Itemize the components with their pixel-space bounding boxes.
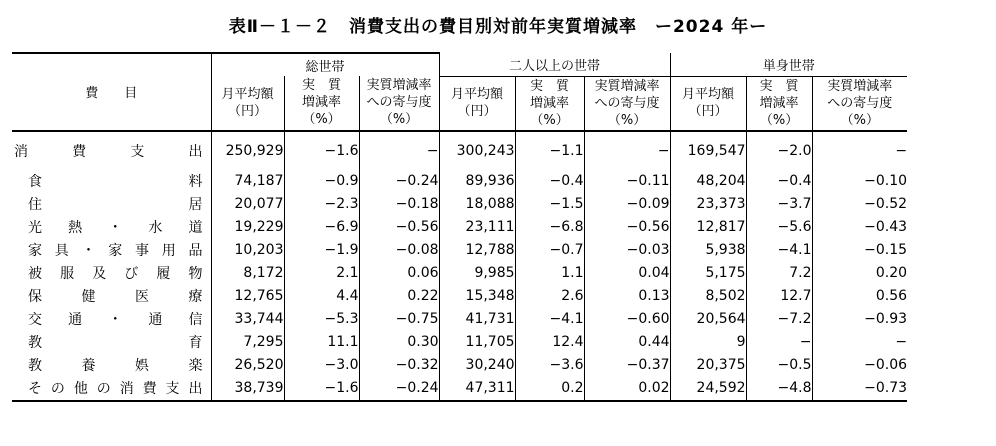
value-cell: 33,744: [211, 308, 284, 331]
value-cell: −: [359, 131, 439, 170]
row-label: 食 料: [28, 174, 203, 190]
value-cell: −0.06: [812, 354, 907, 377]
category-header: 費 目: [12, 53, 211, 131]
value-cell: 19,229: [211, 216, 284, 239]
value-cell: −3.7: [746, 193, 812, 216]
row-label: 被 服 及 び 履 物: [28, 266, 203, 282]
value-cell: 74,187: [211, 170, 284, 193]
value-cell: −6.8: [515, 216, 584, 239]
real-subheader: 実 質 増減率 （%）: [515, 76, 584, 131]
value-cell: −0.56: [359, 216, 439, 239]
value-cell: 0.02: [584, 377, 670, 401]
value-cell: −0.93: [812, 308, 907, 331]
value-cell: 9,985: [439, 262, 515, 285]
value-cell: 0.06: [359, 262, 439, 285]
value-cell: −0.73: [812, 377, 907, 401]
table-row: [12, 331, 907, 354]
value-cell: −0.60: [584, 308, 670, 331]
value-cell: −0.15: [812, 239, 907, 262]
value-cell: 169,547: [670, 131, 746, 170]
group-header-two-plus: 二人以上の世帯: [439, 53, 670, 76]
real-subheader: 実 質 増減率 （%）: [284, 76, 359, 131]
value-cell: 48,204: [670, 170, 746, 193]
row-label: 光 熱 ・ 水 道: [28, 220, 203, 236]
value-cell: −0.24: [359, 377, 439, 401]
group-header-single: 単身世帯: [670, 53, 907, 76]
value-cell: −4.1: [515, 308, 584, 331]
value-cell: 11,705: [439, 331, 515, 354]
value-cell: −: [584, 131, 670, 170]
value-cell: 0.44: [584, 331, 670, 354]
value-cell: 12,765: [211, 285, 284, 308]
row-label: 消 費 支 出: [14, 143, 203, 160]
value-cell: 7.2: [746, 262, 812, 285]
value-cell: 41,731: [439, 308, 515, 331]
value-cell: −: [746, 331, 812, 354]
value-cell: 20,375: [670, 354, 746, 377]
value-cell: 15,348: [439, 285, 515, 308]
row-label: 教 養 娯 楽: [28, 358, 203, 374]
row-label: 家 具 ・ 家 事 用 品: [28, 243, 203, 259]
value-cell: −2.3: [284, 193, 359, 216]
row-label: 住 居: [28, 197, 203, 213]
value-cell: −1.5: [515, 193, 584, 216]
expenditure-table: [12, 52, 907, 402]
value-cell: 38,739: [211, 377, 284, 401]
value-cell: 20,077: [211, 193, 284, 216]
avg-subheader: 月平均額 （円）: [439, 76, 515, 131]
value-cell: −0.08: [359, 239, 439, 262]
value-cell: −2.0: [746, 131, 812, 170]
value-cell: −0.24: [359, 170, 439, 193]
value-cell: 1.1: [515, 262, 584, 285]
table-row: [12, 216, 907, 239]
row-label: 教 育: [28, 335, 203, 351]
value-cell: −5.3: [284, 308, 359, 331]
value-cell: 23,111: [439, 216, 515, 239]
contrib-subheader: 実質増減率 への寄与度 （%）: [584, 76, 670, 131]
value-cell: −0.7: [515, 239, 584, 262]
value-cell: 8,172: [211, 262, 284, 285]
value-cell: −1.6: [284, 377, 359, 401]
row-label: そ の 他 の 消 費 支 出: [12, 377, 211, 401]
value-cell: 12,817: [670, 216, 746, 239]
value-cell: 7,295: [211, 331, 284, 354]
value-cell: −0.11: [584, 170, 670, 193]
value-cell: −0.32: [359, 354, 439, 377]
value-cell: 2.1: [284, 262, 359, 285]
value-cell: −0.4: [746, 170, 812, 193]
value-cell: 47,311: [439, 377, 515, 401]
value-cell: −0.5: [746, 354, 812, 377]
value-cell: −4.1: [746, 239, 812, 262]
value-cell: 20,564: [670, 308, 746, 331]
value-cell: −3.0: [284, 354, 359, 377]
table-row: [12, 239, 907, 262]
value-cell: −0.75: [359, 308, 439, 331]
value-cell: −0.52: [812, 193, 907, 216]
value-cell: 11.1: [284, 331, 359, 354]
group-header-all: 総世帯: [211, 53, 439, 76]
avg-subheader: 月平均額 （円）: [670, 76, 746, 131]
value-cell: −0.10: [812, 170, 907, 193]
table-row: [12, 285, 907, 308]
table-row: [12, 131, 907, 170]
value-cell: 4.4: [284, 285, 359, 308]
value-cell: −1.9: [284, 239, 359, 262]
table-title: 表Ⅱ－１－２ 消費支出の費目別対前年実質増減率 ー2024 年ー: [228, 17, 768, 37]
value-cell: −5.6: [746, 216, 812, 239]
table-row: [12, 262, 907, 285]
value-cell: 10,203: [211, 239, 284, 262]
table-row: [12, 377, 907, 401]
row-label: 保 健 医 療: [28, 289, 203, 305]
value-cell: −1.1: [515, 131, 584, 170]
contrib-subheader: 実質増減率 への寄与度 （%）: [359, 76, 439, 131]
value-cell: 8,502: [670, 285, 746, 308]
value-cell: −6.9: [284, 216, 359, 239]
value-cell: −0.43: [812, 216, 907, 239]
value-cell: 12.7: [746, 285, 812, 308]
row-label: 交 通 ・ 通 信: [28, 312, 203, 328]
value-cell: 26,520: [211, 354, 284, 377]
value-cell: −0.37: [584, 354, 670, 377]
value-cell: 0.22: [359, 285, 439, 308]
value-cell: 250,929: [211, 131, 284, 170]
table-row: [12, 170, 907, 193]
value-cell: 0.2: [515, 377, 584, 401]
value-cell: −3.6: [515, 354, 584, 377]
value-cell: −0.4: [515, 170, 584, 193]
value-cell: −1.6: [284, 131, 359, 170]
avg-subheader: 月平均額 （円）: [211, 76, 284, 131]
value-cell: −0.03: [584, 239, 670, 262]
contrib-subheader: 実質増減率 への寄与度 （%）: [812, 76, 907, 131]
value-cell: 18,088: [439, 193, 515, 216]
value-cell: −: [812, 131, 907, 170]
table-row: [12, 193, 907, 216]
value-cell: 300,243: [439, 131, 515, 170]
value-cell: −: [812, 331, 907, 354]
value-cell: 89,936: [439, 170, 515, 193]
value-cell: −0.56: [584, 216, 670, 239]
value-cell: −7.2: [746, 308, 812, 331]
value-cell: 2.6: [515, 285, 584, 308]
value-cell: 0.13: [584, 285, 670, 308]
value-cell: 0.20: [812, 262, 907, 285]
table-row: [12, 308, 907, 331]
table-row: [12, 354, 907, 377]
value-cell: 24,592: [670, 377, 746, 401]
value-cell: −0.09: [584, 193, 670, 216]
value-cell: 5,175: [670, 262, 746, 285]
value-cell: −0.9: [284, 170, 359, 193]
value-cell: −0.18: [359, 193, 439, 216]
real-subheader: 実 質 増減率 （%）: [746, 76, 812, 131]
value-cell: 23,373: [670, 193, 746, 216]
value-cell: −4.8: [746, 377, 812, 401]
value-cell: 0.30: [359, 331, 439, 354]
value-cell: 9: [670, 331, 746, 354]
value-cell: 0.04: [584, 262, 670, 285]
value-cell: 5,938: [670, 239, 746, 262]
value-cell: 30,240: [439, 354, 515, 377]
value-cell: 12,788: [439, 239, 515, 262]
value-cell: 0.56: [812, 285, 907, 308]
value-cell: 12.4: [515, 331, 584, 354]
